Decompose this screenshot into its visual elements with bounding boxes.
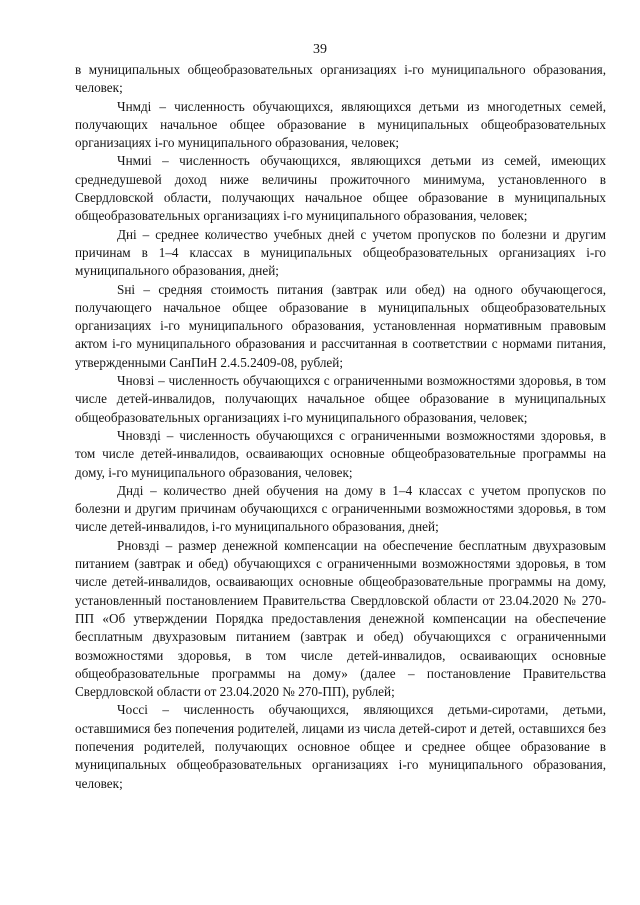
paragraph-dn: Дні – среднее количество учебных дней с учетом пропусков по болезни и другим причинам в 1–4 классах в муниципальных общеобразовательных организациях i-го муниципального образования, дней; xyxy=(75,226,606,279)
document-body xyxy=(75,61,606,793)
paragraph-continuation: в муниципальных общеобразовательных организациях i-го муниципального образования, человек; xyxy=(75,62,606,96)
paragraph-chnmi: Чнмиі – численность обучающихся, являющихся детьми из семей, имеющих среднедушевой доход ниже величины прожиточного минимума, установленного в Свердловской области, получающих начальное общее образование в муниципальных общеобразовательных организациях i-го муниципального образования, человек; xyxy=(75,153,606,224)
paragraph-chnovz: Чновзі – численность обучающихся с ограниченными возможностями здоровья, в том числе детей-инвалидов, получающих начальное общее образование в муниципальных общеобразовательных организациях i-го муниципального образования, человек; xyxy=(75,373,606,425)
paragraph-dnd: Днді – количество дней обучения на дому в 1–4 классах с учетом пропусков по болезни и другим причинам обучающихся с ограниченными возможностями здоровья, в том числе детей-инвалидов, i-го муниципального образования, дней; xyxy=(75,482,606,535)
paragraph-rnovzd: Рновздi – размер денежной компенсации на обеспечение бесплатным двухразовым питанием (завтрак и обед) обучающихся с ограниченными возможностями здоровья, в том числе детей-инвалидов, осваивающих основные общеобразовательные программы на дому, установленный постановлением Правительства Свердловской области от 23.04.2020 № 270-ПП «Об утверждении Порядка предоставления денежной компенсации на обеспечение бесплатным двухразовым питанием (завтрак и обед) обучающихся с ограниченными возможностями здоровья, в том числе детей-инвалидов, осваивающих основные общеобразовательные программы на дому» (далее – постановление Правительства Свердловской области от 23.04.2020 № 270-ПП), рублей; xyxy=(75,537,606,700)
paragraph-chnmd: Чнмді – численность обучающихся, являющихся детьми из многодетных семей, получающих начальное общее образование в муниципальных общеобразовательных организациях i-го муниципального образования, человек; xyxy=(75,98,606,151)
paragraph-choss: Чоссі – численность обучающихся, являющихся детьми-сиротами, детьми, оставшимися без попечения родителей, лицами из числа детей-сирот и детей, оставшихся без попечения родителей, получающих основное общее и среднее общее образование в муниципальных общеобразовательных организациях i-го муниципального образования, человек; xyxy=(75,702,606,791)
paragraph-chnovzd: Чновздi – численность обучающихся с ограниченными возможностями здоровья, в том числе детей-инвалидов, осваивающих основные общеобразовательные программы на дому, i-го муниципального образования, человек; xyxy=(75,427,606,480)
paragraph-sn: Sні – средняя стоимость питания (завтрак или обед) на одного обучающегося, получающего начальное общее образование в муниципальных общеобразовательных организациях i-го муниципального образования, установленная нормативным правовым актом i-го муниципального образования и рассчитанная в соответствии с нормами питания, утвержденными СанПиН 2.4.5.2409-08, рублей; xyxy=(75,281,606,370)
page-number: 39 xyxy=(313,42,327,57)
